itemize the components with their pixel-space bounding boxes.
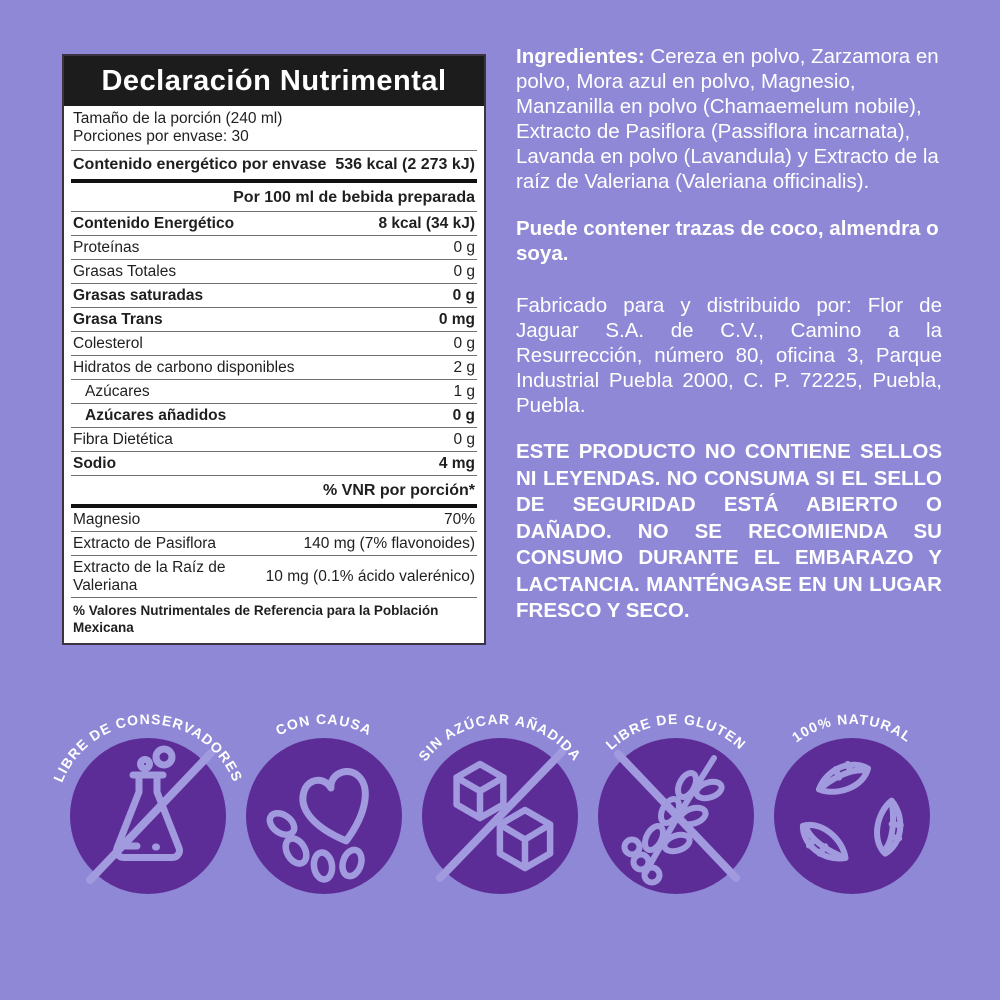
- vnr-row: Magnesio 70%: [71, 508, 477, 532]
- badge-sin-azucar-anadida: [412, 700, 588, 900]
- table-row: Colesterol 0 g: [71, 332, 477, 356]
- vnr-footnote: % Valores Nutrimentales de Referencia para la Población Mexicana: [73, 603, 439, 635]
- ingredients-paragraph: [516, 44, 942, 194]
- serving-info: [71, 106, 477, 151]
- allergen-paragraph: Puede contener trazas de coco, almendra o soya.: [516, 217, 939, 265]
- badge-label: 100% NATURAL: [788, 710, 916, 746]
- ingredients-text: Cereza en polvo, Zarzamora en polvo, Mora azul en polvo, Magnesio, Manzanilla en polvo (Chamaemelum nobile), Extracto de Pasiflora (Passiflora incarnata), Lavanda en polvo (Lavandula) y Extracto de la raíz de Valeriana (Valeriana officinalis).: [516, 45, 939, 193]
- servings-per-container: Porciones por envase: 30: [73, 128, 249, 145]
- vnr-row: Extracto de la Raíz de Valeriana 10 mg (0.1% ácido valerénico): [71, 556, 477, 598]
- badge-label: CON CAUSA: [272, 710, 376, 739]
- table-row: Azúcares añadidos 0 g: [71, 404, 477, 428]
- serving-size: Tamaño de la porción (240 ml): [73, 110, 283, 127]
- distributor-paragraph: Fabricado para y distribuido por: Flor de Jaguar S.A. de C.V., Camino a la Resurrección, número 80, oficina 3, Parque Industrial Puebla 2000, C. P. 72225, Puebla, Puebla.: [516, 294, 942, 417]
- warning-paragraph: ESTE PRODUCTO NO CONTIENE SELLOS NI LEYENDAS. NO CONSUMA SI EL SELLO DE SEGURIDAD ESTÁ ABIERTO O DAÑADO. NO SE RECOMIENDA SU CONSUMO DURANTE EL EMBARAZO Y LACTANCIA. MANTÉNGASE EN UN LUGAR FRESCO Y SECO.: [516, 440, 942, 622]
- table-row: Grasas Totales 0 g: [71, 260, 477, 284]
- nutrition-panel-title: Declaración Nutrimental: [64, 56, 484, 106]
- table-row: Grasa Trans 0 mg: [71, 308, 477, 332]
- vnr-row: Extracto de Pasiflora 140 mg (7% flavonoides): [71, 532, 477, 556]
- vnr-header: % VNR por porción*: [71, 476, 477, 508]
- table-row: Sodio 4 mg: [71, 452, 477, 476]
- table-row: Contenido Energético 8 kcal (34 kJ): [71, 212, 477, 236]
- ingredients-label: Ingredientes:: [516, 45, 645, 68]
- badge-100-natural: [764, 700, 940, 900]
- energy-per-container-row: Contenido energético por envase 536 kcal (2 273 kJ): [71, 151, 477, 183]
- badge-libre-de-gluten: [588, 700, 764, 900]
- nutrition-facts-panel: [62, 54, 486, 645]
- badge-label: SIN AZÚCAR AÑADIDA: [415, 710, 585, 764]
- badge-con-causa: [236, 700, 412, 900]
- table-row: Proteínas 0 g: [71, 236, 477, 260]
- badge-row: [0, 700, 1000, 900]
- badge-libre-de-conservadores: [50, 700, 246, 900]
- table-row: Azúcares 1 g: [71, 380, 477, 404]
- table-row: Fibra Dietética 0 g: [71, 428, 477, 452]
- table-row: Grasas saturadas 0 g: [71, 284, 477, 308]
- table-row: Hidratos de carbono disponibles 2 g: [71, 356, 477, 380]
- per-100ml-header: Por 100 ml de bebida preparada: [71, 183, 477, 212]
- badge-label: LIBRE DE GLUTEN: [602, 710, 750, 753]
- badge-label: LIBRE DE CONSERVADORES: [50, 710, 246, 785]
- nutrition-panel-body: [64, 106, 484, 643]
- info-column: [516, 44, 942, 625]
- badge-circle: [774, 738, 930, 894]
